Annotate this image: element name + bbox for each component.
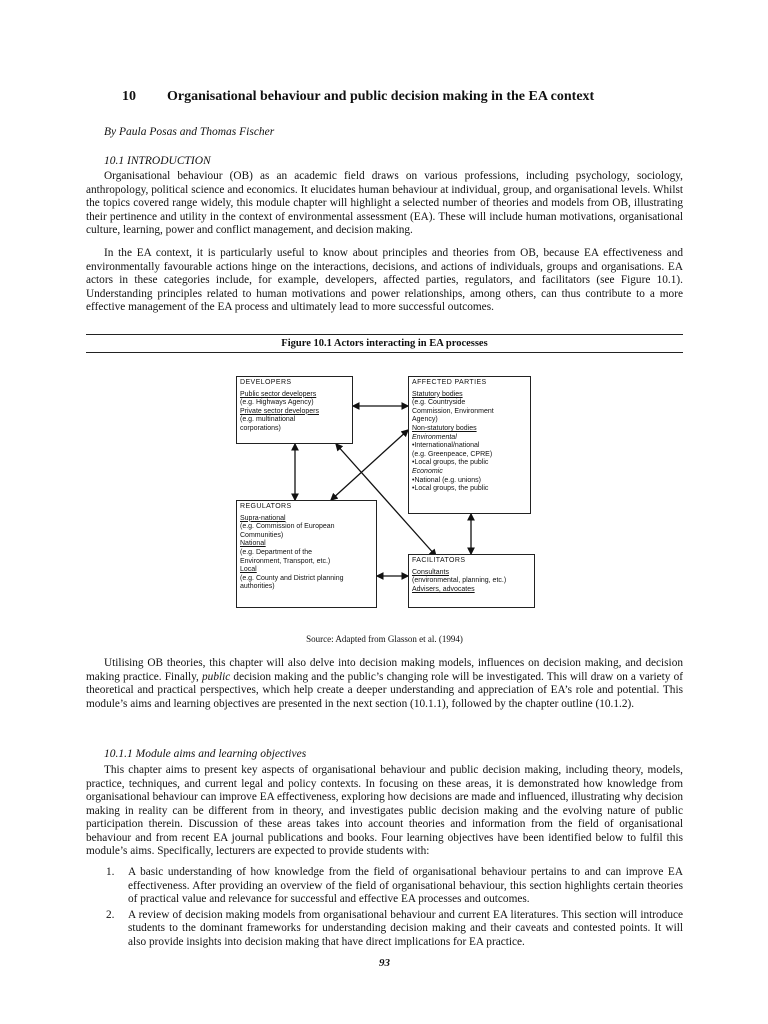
list-item bbox=[86, 866, 683, 907]
affected-line: •Local groups, the public bbox=[412, 485, 489, 493]
chapter-title bbox=[122, 89, 692, 105]
chapter-title-text: Organisational behaviour and public decision making in the EA context bbox=[167, 89, 595, 104]
developers-line: Public sector developers bbox=[240, 390, 317, 398]
objective-text: A basic understanding of how knowledge from the field of organisational behaviour pertains to and can improve EA effectiveness. After providing an overview of the field of organisational behaviour, this section highlights certain theories of practical value and relevance for successful and effective EA processes and outcomes. bbox=[128, 866, 683, 905]
affected-line: •International/national bbox=[412, 442, 480, 450]
affected-line: Commission, Environment bbox=[412, 407, 494, 415]
regulators-line: authorities) bbox=[240, 583, 275, 591]
figure-top-rule bbox=[86, 334, 683, 335]
affected-line: Environmental bbox=[412, 433, 457, 441]
affected-line: Non-statutory bodies bbox=[412, 424, 477, 432]
figure-source: Source: Adapted from Glasson et al. (1994) bbox=[306, 634, 463, 644]
regulators-line: Environment, Transport, etc.) bbox=[240, 557, 331, 565]
objective-number: 1. bbox=[106, 866, 115, 878]
actors-diagram bbox=[86, 356, 683, 616]
developers-line: (e.g. multinational bbox=[240, 416, 296, 424]
affected-line: Statutory bodies bbox=[412, 390, 463, 398]
diagram-arrows bbox=[86, 356, 683, 616]
paragraph-intro-2: In the EA context, it is particularly useful to know about principles and theories from OB, because EA effectiveness and environmentally favourable actions hinge on the interactions, decisions, and actions of individuals, groups and organisations. EA actors in these categories include, for example, developers, affected parties, regulators, and facilitators (see Figure 10.1). Understanding principles related to human motivations and power relationships, among others, can thus contribute to a more effective management of the EA process and ultimately lead to more successful outcomes. bbox=[86, 247, 683, 313]
developers-line: (e.g. Highways Agency) bbox=[240, 399, 314, 407]
facilitators-line: (environmental, planning, etc.) bbox=[412, 577, 507, 585]
developers-heading: DEVELOPERS bbox=[240, 379, 292, 386]
facilitators-heading: FACILITATORS bbox=[412, 557, 466, 564]
objective-number: 2. bbox=[106, 908, 115, 921]
developers-line: corporations) bbox=[240, 424, 281, 432]
regulators-line: Supra-national bbox=[240, 514, 286, 522]
learning-objectives-list bbox=[86, 866, 683, 951]
subsection-heading-aims: 10.1.1 Module aims and learning objectives bbox=[104, 748, 307, 760]
developers-box bbox=[236, 376, 353, 444]
page-number: 93 bbox=[379, 957, 390, 969]
paragraph-aims: This chapter aims to present key aspects of organisational behaviour and public decision making, including theory, models, practice, techniques, and current legal and policy contexts. In focusing on these areas, it is demonstrated how knowledge from organisational behaviour can improve EA effectiveness, exploring how decisions are made and influenced, illustrating why decision making in reality can be different from in theory, and investigates public decision making and the evolving nature of public participation therein. Discussion of these areas takes into account theories and information from the field of organisational behaviour and from recent EA journal publications and books. Four learning objectives have been identified below to fulfil this module’s aims. Specifically, lecturers are expected to provide students with: bbox=[86, 764, 683, 857]
affected-line: •Local groups, the public bbox=[412, 459, 489, 467]
affected-line: Agency) bbox=[412, 416, 438, 424]
overview-text-a: Utilising OB theories, this chapter will also delve into decision making models, influences on decision making, and decision making practice. Finally, bbox=[86, 657, 683, 683]
paragraph-chapter-overview bbox=[86, 657, 683, 711]
regulators-line: National bbox=[240, 540, 266, 548]
regulators-line: (e.g. County and District planning bbox=[240, 574, 344, 582]
facilitators-line: Consultants bbox=[412, 568, 449, 576]
affected-line: (e.g. Greenpeace, CPRE) bbox=[412, 450, 493, 458]
affected-parties-heading: AFFECTED PARTIES bbox=[412, 379, 487, 386]
affected-line: •National (e.g. unions) bbox=[412, 476, 481, 484]
figure-title-rule bbox=[86, 352, 683, 353]
paragraph-intro-1: Organisational behaviour (OB) as an academic field draws on various professions, including psychology, sociology, anthropology, political science and economics. It elucidates human behaviour at individual, group, and organisational levels. Whilst the topics covered range widely, this module chapter will highlight a selected number of theories and models from OB, illustrating their pertinence and utility in the context of environmental assessment (EA). These will include human motivations, organisational culture, learning, power and conflict management, and decision making. bbox=[86, 170, 683, 236]
figure-title: Figure 10.1 Actors interacting in EA processes bbox=[281, 338, 488, 349]
regulators-line: Communities) bbox=[240, 531, 284, 539]
regulators-line: (e.g. Department of the bbox=[240, 548, 312, 556]
overview-text-b: decision making and the public’s changing role will be investigated. This will draw on a variety of theoretical and practical perspectives, which help create a deeper understanding and appreciation of EA’s role and potential. This module’s aims and learning objectives are presented in the next section (10.1.1), followed by the chapter outline (10.1.2). bbox=[86, 670, 684, 710]
regulators-box bbox=[236, 500, 377, 608]
objective-text: A review of decision making models from organisational behaviour and current EA literatures. This section will introduce students to the dominant frameworks for understanding decision making and their caveats and contested points. It will also provide insights into decision making that have direct implications for EA practice. bbox=[128, 908, 683, 948]
overview-emphasis: public bbox=[202, 670, 231, 683]
developers-line: Private sector developers bbox=[240, 407, 319, 415]
regulators-line: Local bbox=[240, 566, 257, 574]
chapter-number: 10 bbox=[122, 89, 136, 104]
regulators-line: (e.g. Commission of European bbox=[240, 523, 335, 531]
regulators-heading: REGULATORS bbox=[240, 503, 292, 510]
list-item bbox=[86, 909, 683, 950]
facilitators-line: Advisers, advocates bbox=[412, 585, 475, 593]
affected-line: (e.g. Countryside bbox=[412, 399, 466, 407]
facilitators-box bbox=[408, 554, 535, 608]
chapter-authors: By Paula Posas and Thomas Fischer bbox=[104, 126, 275, 138]
affected-line: Economic bbox=[412, 467, 443, 475]
affected-parties-box bbox=[408, 376, 531, 514]
section-heading-introduction: 10.1 INTRODUCTION bbox=[104, 155, 211, 167]
